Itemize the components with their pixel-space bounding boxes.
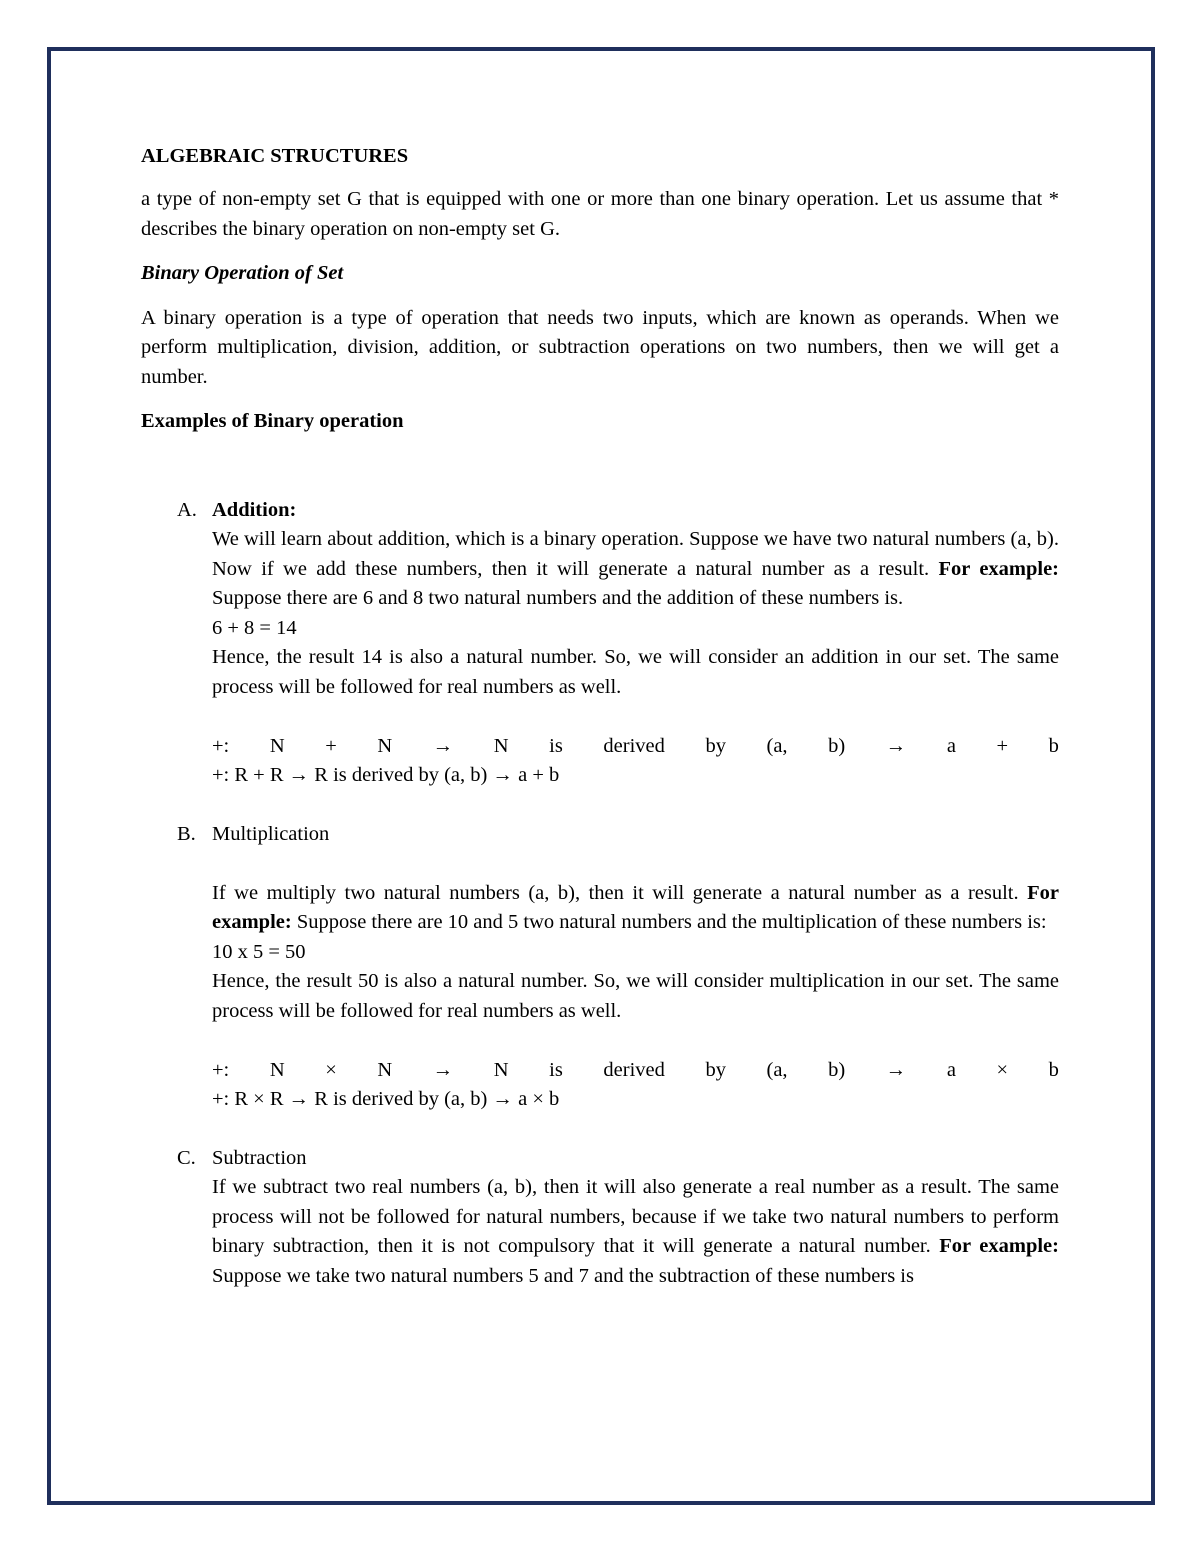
formula-token: (a, [766, 1058, 788, 1081]
intro-paragraph: a type of non-empty set G that is equipped with one or more than one binary operation. Let us assume that * describes the binary operation on non-empty set G. [141, 188, 1059, 240]
formula-token: is [549, 734, 563, 757]
item-paragraph [212, 525, 1059, 614]
document-body [141, 141, 1059, 1291]
item-paragraph [212, 879, 1059, 938]
section-subheading: Binary Operation of Set [141, 262, 344, 284]
item-heading: Subtraction [212, 1146, 307, 1169]
example-label: For example: [938, 557, 1060, 580]
list-item-multiplication [141, 820, 1059, 1115]
formula-token: by [705, 734, 726, 757]
formula-token: is [549, 1058, 563, 1081]
formula-token: derived [603, 1058, 665, 1081]
examples-heading: Examples of Binary operation [141, 410, 404, 432]
page-title: ALGEBRAIC STRUCTURES [141, 145, 409, 167]
formula-token: (a, [766, 734, 788, 757]
formula-token: N [493, 1058, 509, 1081]
formula-token: + [325, 734, 337, 757]
item-text-continued: Suppose we take two natural numbers 5 and 7 and the subtraction of these numbers is [212, 1264, 914, 1287]
example-label: For example: [939, 1235, 1059, 1257]
item-paragraph [212, 1173, 1059, 1291]
item-text: If we subtract two real numbers (a, b), then it will also generate a real number as a result. The same process will not be followed for natural numbers, because if we take two natural numbers to perform binary subtraction, then it is not compulsory that it will generate a natural number. [212, 1176, 1059, 1257]
formula-token: N [269, 1058, 285, 1081]
formula-token: b) [828, 1058, 846, 1081]
formula-real: +: R + R → R is derived by (a, b) → a + b [212, 764, 560, 786]
formula-natural [212, 1056, 1059, 1086]
list-item-subtraction [141, 1144, 1059, 1292]
formula-token: b [1048, 734, 1059, 757]
item-text-continued: Suppose there are 10 and 5 two natural numbers and the multiplication of these numbers is: [291, 911, 1047, 933]
formula-natural [212, 732, 1059, 762]
list-marker: C. [177, 1146, 196, 1169]
item-heading: Addition: [212, 498, 297, 521]
formula-token: a [946, 1058, 956, 1081]
formula-token: → [432, 734, 454, 757]
formula-token: → [432, 1058, 454, 1081]
item-text: If we multiply two natural numbers (a, b), then it will generate a natural number as a result. [212, 881, 1028, 904]
formula-token: N [377, 1058, 393, 1081]
item-heading: Multiplication [212, 822, 330, 845]
formula-token: N [493, 734, 509, 757]
formula-token: N [269, 734, 285, 757]
formula-token: +: [212, 734, 230, 757]
formula-token: + [996, 734, 1009, 757]
item-text: We will learn about addition, which is a binary operation. Suppose we have two natural numbers (a, b). Now if we add these numbers, then it will generate a natural number as a result. [212, 528, 1059, 580]
formula-real: +: R × R → R is derived by (a, b) → a × b [212, 1088, 560, 1110]
equation: 10 x 5 = 50 [212, 940, 306, 963]
formula-token: b [1048, 1058, 1059, 1081]
formula-token: → [885, 734, 907, 757]
item-text-continued: Suppose there are 6 and 8 two natural numbers and the addition of these numbers is. [212, 587, 904, 609]
formula-token: a [946, 734, 956, 757]
definition-paragraph: A binary operation is a type of operation that needs two inputs, which are known as operands. When we perform multiplication, division, addition, or subtraction operations on two numbers, then we will get a number. [141, 306, 1059, 388]
formula-token: +: [212, 1058, 230, 1081]
formula-token: × [325, 1058, 337, 1081]
result-paragraph: Hence, the result 50 is also a natural number. So, we will consider multiplication in our set. The same process will be followed for real numbers as well. [212, 970, 1059, 1022]
example-label: For example: [212, 881, 1059, 933]
list-marker: A. [177, 498, 197, 521]
list-marker: B. [177, 822, 196, 845]
formula-token: by [705, 1058, 726, 1081]
formula-token: N [377, 734, 393, 757]
formula-token: derived [603, 734, 665, 757]
result-paragraph: Hence, the result 14 is also a natural number. So, we will consider an addition in our set. The same process will be followed for real numbers as well. [212, 646, 1059, 698]
formula-token: → [885, 1058, 907, 1081]
list-item-addition [141, 496, 1059, 791]
formula-token: b) [828, 734, 846, 757]
equation: 6 + 8 = 14 [212, 616, 297, 639]
formula-token: × [996, 1058, 1009, 1081]
